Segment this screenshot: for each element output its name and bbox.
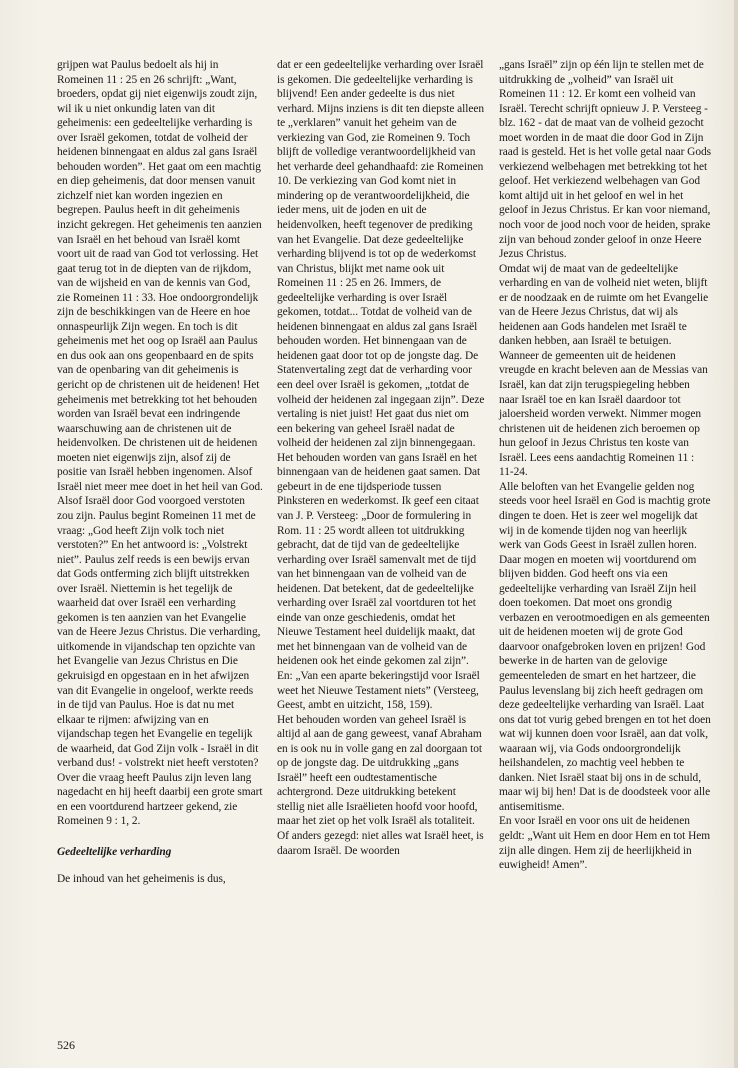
page-number: 526	[57, 1038, 75, 1052]
body-paragraph: En voor Israël en voor ons uit de heidenen geldt: „Want uit Hem en door Hem en tot Hem zijn alle dingen. Hem zij de heerlijkheid in euwigheid! Amen”.	[499, 815, 711, 872]
section-subheading: Gedeeltelijke verharding	[57, 845, 172, 858]
body-paragraph: Het behouden worden van geheel Israël is altijd al aan de gang geweest, vanaf Abraham en is ook nu in volle gang en zal doorgaan tot op de jongste dag. De uitdrukking „gans Israël” heeft een oudtestamentische achtergrond. Deze uitdrukking betekent stellig niet alle Israëlieten hoofd voor hoofd, maar het ziet op het volk Israël als totaliteit. Of anders gezegd: niet alles wat Israël heet, is daarom Israël. De woorden	[277, 713, 484, 857]
page-edge-shadow	[734, 0, 738, 1068]
body-paragraph: Omdat wij de maat van de gedeeltelijke verharding en van de volheid niet weten, blijft er de noodzaak en de ruimte om het Evangelie van de Heere Jezus Christus, dat wij als heidenen aan Gods handelen met Israël te danken hebben, aan Israël te betuigen. Wanneer de gemeenten uit de heidenen vreugde en kracht beleven aan de Messias van Israël, kan dat zijn terugspiegeling hebben naar Israël toe en kan Israël daardoor tot jaloersheid worden verwekt. Nimmer mogen christenen uit de heidenen zich beroemen op hun geloof in Jezus Christus ten koste van Israël. Lees eens aandachtig Romeinen 11 : 11-24.	[499, 262, 709, 479]
text-column-2	[277, 58, 485, 858]
body-paragraph: grijpen wat Paulus bedoelt als hij in Romeinen 11 : 25 en 26 schrijft: „Want, broeders, opdat gij niet eigenwijs zoudt zijn, wil ik u niet onkundig laten van dit geheimenis: een gedeeltelijke verharding is over Israël gekomen, totdat de volheid der heidenen binnengaat en aldus zal gans Israël behouden worden”. Het gaat om een machtig en diep geheimenis, dat door mensen vanuit zichzelf niet kan worden ingezien en begrepen. Paulus heeft in dit geheimenis inzicht gekregen. Het geheimenis ten aanzien van Israël en het behoud van Israël komt voort uit de raad van God tot verlossing. Het gaat terug tot in de diepten van de rijkdom, van de wijsheid en van de kennis van God, zie Romeinen 11 : 33. Hoe ondoorgrondelijk zijn de beschikkingen van de Heere en hoe onnaspeurlijk Zijn wegen. En toch is dit geheimenis met het oog op Israël aan Paulus en dus ook aan ons geopenbaard en de spits van de openbaring van dit geheimenis is gericht op de christenen uit de heidenen! Het geheimenis met betrekking tot het behouden worden van Israël bevat een indringende waarschuwing aan de christenen uit de heidenvolken. De christenen uit de heidenen moeten niet eigenwijs zijn, alsof zij de positie van Israël hebben ingenomen. Alsof Israël niet meer mee doet in het heil van God. Alsof Israël door God voorgoed verstoten zou zijn. Paulus begint Romeinen 11 met de vraag: „God heeft Zijn volk toch niet verstoten?” En het antwoord is: „Volstrekt niet”. Paulus zelf reeds is een bewijs ervan dat Gods ontferming zich blijft uitstrekken over Israël. Niettemin is het tegelijk de waarheid dat over Israël een verharding gekomen is ten aanzien van het Evangelie van de Heere Jezus Christus. Die verharding, uitkomende in vijandschap ten opzichte van het Evangelie van Jezus Christus en Die gekruisigd en opgestaan en in het afwijzen van dit Evangelie in ongeloof, werkte reeds in de tijd van Paulus. Hoe is dat nu met elkaar te rijmen: afwijzing van en vijandschap tegen het Evangelie en tegelijk de waarheid, dat God Zijn volk - Israël in dit verband dus! - volstrekt niet heeft verstoten? Over die vraag heeft Paulus zijn leven lang nagedacht en hij heeft daarbij een grote smart en een voortdurend hartzeer gekend, zie Romeinen 9 : 1, 2.	[57, 59, 263, 828]
body-paragraph: dat er een gedeeltelijke verharding over Israël is gekomen. Die gedeeltelijke verharding is blijvend! Een ander gedeelte is dus niet verhard. Mijns inziens is dit ten diepste alleen te „verklaren” vanuit het geheim van de verkiezing van God, zie Romeinen 9. Toch blijft de volledige verantwoordelijkheid van het verharde deel gehandhaafd: zie Romeinen 10. De verkiezing van God komt niet in mindering op de verantwoordelijkheid, die ieder mens, uit de joden en uit de heidenvolken, heeft tegenover de prediking van het Evangelie. Dat deze gedeeltelijke verharding blijvend is tot op de wederkomst van Christus, blijkt met name ook uit Romeinen 11 : 25 en 26. Immers, de gedeeltelijke verharding is over Israël gekomen, totdat... Totdat de volheid van de heidenen binnengaat en aldus zal gans Israël behouden worden. Het binnengaan van de heidenen gaat door tot op de jongste dag. De Statenvertaling zegt dat de verharding voor een deel over Israël is gekomen, „totdat de volheid der heidenen zal ingegaan zijn”. Deze vertaling is niet juist! Het gaat dus niet om een bekering van geheel Israël nadat de volheid der heidenen zal zijn binnengegaan. Het behouden worden van gans Israël en het binnengaan van de heidenen gaat samen. Dat gebeurt in de ene tijdsperiode tussen Pinksteren en wederkomst. Ik geef een citaat van J. P. Versteeg: „Door de formulering in Rom. 11 : 25 wordt alleen tot uitdrukking gebracht, dat de tijd van de gedeeltelijke verharding over Israël samenvalt met de tijd van het binnengaan van de volheid van de heidenen. Dat betekent, dat de gedeeltelijke verharding over Israël zal voortduren tot het einde van onze geschiedenis, omdat het Nieuwe Testament heel duidelijk maakt, dat met het binnengaan van de volheid van de heidenen ook het einde gekomen zal zijn”. En: „Van een aparte bekeringstijd voor Israël weet het Nieuwe Testament niets” (Versteeg, Geest, ambt en uitzicht, 158, 159).	[277, 59, 485, 712]
body-paragraph: „gans Israël” zijn op één lijn te stellen met de uitdrukking de „volheid” van Israël uit Romeinen 11 : 12. Er komt een volheid van Israël. Terecht schrijft opnieuw J. P. Versteeg - blz. 162 - dat de maat van de volheid gezocht moet worden in de maat die door God in Zijn raad is gesteld. Het is het volle getal naar Gods verkiezend welbehagen met betrekking tot het geloof. Het verkiezend welbehagen van God komt altijd uit in het geloof en wel in het geloof in Jezus Christus. Er kan voor niemand, noch voor de jood noch voor de heiden, sprake zijn van behoud zonder geloof in onze Heere Jezus Christus.	[499, 59, 712, 261]
body-paragraph: Alle beloften van het Evangelie gelden nog steeds voor heel Israël en God is machtig grote dingen te doen. Het is zeer wel mogelijk dat wij in de komende tijden nog van heerlijk werk van Gods Geest in Israël zullen horen. Daar mogen en moeten wij voortdurend om blijven bidden. God heeft ons via een gedeeltelijke verharding van Israël Zijn heil doen toekomen. Dat moet ons grondig verbazen en verootmoedigen en als gemeenten uit de heidenen moeten wij de grote God daarvoor onafgebroken loven en prijzen! God bewerke in de harten van de gelovige gemeenteleden de smart en het hartzeer, die Paulus levenslang bij zich heeft gedragen om deze gedeeltelijke verharding van Israël. Laat ons dat tot vurig gebed brengen en tot het doen wat wij kunnen doen voor Israël, aan dat volk, waaraan wij, via Gods ondoorgrondelijk heilshandelen, zo machtig veel hebben te danken. Niet Israël staat bij ons in de schuld, maar wij bij hen! Dat is de doodsteek voor alle antisemitisme.	[499, 480, 711, 813]
text-column-3	[499, 58, 711, 873]
body-paragraph: De inhoud van het geheimenis is dus,	[57, 872, 226, 885]
text-column-1	[57, 58, 263, 886]
